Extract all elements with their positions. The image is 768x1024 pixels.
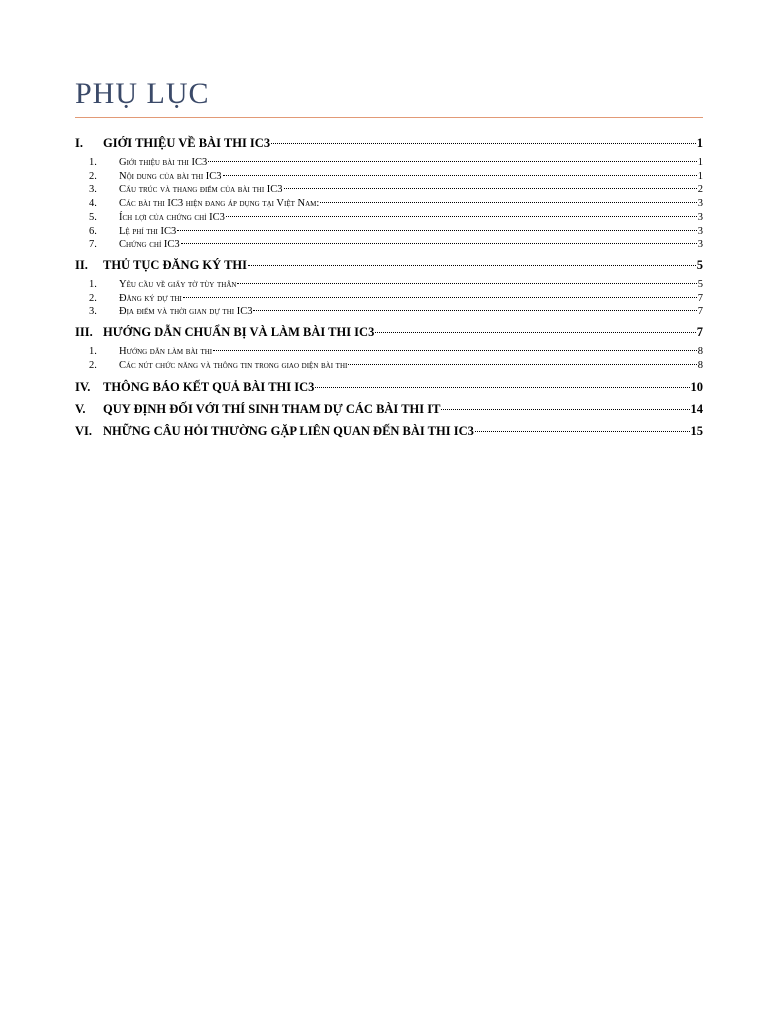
- toc-section-label: NHỮNG CÂU HỎI THƯỜNG GẶP LIÊN QUAN ĐẾN BÀI THI IC3: [103, 424, 474, 438]
- toc-item-label: Các nút chức năng và thông tin trong giao diện bài thi: [119, 360, 348, 371]
- toc-section-3[interactable]: [75, 325, 703, 340]
- toc-item-number: 1.: [89, 279, 97, 290]
- toc-page-number: 5: [696, 258, 703, 272]
- toc-page-number: 3: [697, 212, 703, 223]
- toc-section-4[interactable]: [75, 380, 703, 395]
- toc-item-label: Các bài thi IC3 hiện đang áp dụng tại Việt Nam:: [119, 198, 320, 209]
- dot-leader: [226, 216, 697, 217]
- toc-page-number: 8: [697, 346, 703, 357]
- toc-item-label: Lệ phí thi IC3: [119, 226, 177, 237]
- toc-item-label: Địa điểm và thời gian dự thi IC3: [119, 306, 253, 317]
- dot-leader: [177, 230, 696, 231]
- toc-section-5[interactable]: [75, 402, 703, 417]
- toc-section-label: THỦ TỤC ĐĂNG KÝ THI: [103, 258, 248, 272]
- dot-leader: [183, 297, 697, 298]
- dot-leader: [284, 188, 697, 189]
- toc-item-number: 2.: [89, 171, 97, 182]
- toc-section-number: IV.: [75, 380, 91, 394]
- toc-section-label: QUY ĐỊNH ĐỐI VỚI THÍ SINH THAM DỰ CÁC BÀI THI IT: [103, 402, 441, 416]
- toc-item-1-6[interactable]: [75, 226, 703, 237]
- toc-page-number: 7: [696, 325, 703, 339]
- toc-section-number: II.: [75, 258, 88, 272]
- page-title: PHỤ LỤC: [75, 77, 210, 110]
- title-divider: [75, 117, 703, 118]
- toc-page-number: 3: [697, 226, 703, 237]
- toc-section-number: I.: [75, 136, 83, 150]
- toc-item-number: 2.: [89, 360, 97, 371]
- toc-item-number: 1.: [89, 157, 97, 168]
- toc-page-number: 1: [697, 171, 703, 182]
- toc-page-number: 8: [697, 360, 703, 371]
- toc-item-1-4[interactable]: [75, 198, 703, 209]
- toc-item-label: Đăng ký dự thi: [119, 293, 182, 304]
- toc-page-number: 1: [697, 157, 703, 168]
- dot-leader: [213, 350, 697, 351]
- toc-section-number: V.: [75, 402, 86, 416]
- toc-section-2[interactable]: [75, 258, 703, 273]
- toc-item-label: Yêu cầu về giấy tờ tùy thân: [119, 279, 237, 290]
- dot-leader: [253, 310, 696, 311]
- toc-item-1-2[interactable]: [75, 171, 703, 182]
- toc-page-number: 2: [697, 184, 703, 195]
- toc-item-3-1[interactable]: [75, 346, 703, 357]
- toc-item-number: 3.: [89, 306, 97, 317]
- toc-item-2-1[interactable]: [75, 279, 703, 290]
- dot-leader: [223, 175, 697, 176]
- dot-leader: [208, 161, 696, 162]
- toc-section-6[interactable]: [75, 424, 703, 439]
- toc-item-label: Hướng dẫn làm bài thi: [119, 346, 213, 357]
- toc-item-2-2[interactable]: [75, 293, 703, 304]
- toc-item-number: 6.: [89, 226, 97, 237]
- toc-item-1-7[interactable]: [75, 239, 703, 250]
- toc-item-label: Ích lợi của chứng chỉ IC3: [119, 212, 225, 223]
- toc-page-number: 7: [697, 306, 703, 317]
- toc-item-number: 4.: [89, 198, 97, 209]
- toc-item-number: 3.: [89, 184, 97, 195]
- toc-section-1[interactable]: [75, 136, 703, 151]
- toc-item-2-3[interactable]: [75, 306, 703, 317]
- dot-leader: [348, 364, 696, 365]
- dot-leader: [441, 409, 689, 410]
- dot-leader: [237, 283, 696, 284]
- toc-page-number: 3: [697, 239, 703, 250]
- toc-item-number: 1.: [89, 346, 97, 357]
- dot-leader: [315, 387, 689, 388]
- toc-item-3-2[interactable]: [75, 360, 703, 371]
- toc-section-number: VI.: [75, 424, 93, 438]
- dot-leader: [375, 332, 695, 333]
- toc-page-number: 5: [697, 279, 703, 290]
- toc-item-number: 7.: [89, 239, 97, 250]
- toc-item-number: 2.: [89, 293, 97, 304]
- dot-leader: [320, 202, 696, 203]
- toc-item-label: Chứng chỉ IC3: [119, 239, 180, 250]
- dot-leader: [181, 243, 697, 244]
- toc-section-label: THÔNG BÁO KẾT QUẢ BÀI THI IC3: [103, 380, 315, 394]
- toc-item-label: Cấu trúc và thang điểm của bài thi IC3: [119, 184, 283, 195]
- toc-item-1-3[interactable]: [75, 184, 703, 195]
- toc-item-1-1[interactable]: [75, 157, 703, 168]
- toc-item-number: 5.: [89, 212, 97, 223]
- toc-section-label: GIỚI THIỆU VỀ BÀI THI IC3: [103, 136, 271, 150]
- toc-section-number: III.: [75, 325, 93, 339]
- dot-leader: [248, 265, 696, 266]
- toc-item-1-5[interactable]: [75, 212, 703, 223]
- toc-page-number: 1: [696, 136, 703, 150]
- dot-leader: [475, 431, 690, 432]
- dot-leader: [271, 143, 696, 144]
- toc-page-number: 3: [697, 198, 703, 209]
- toc-section-label: HƯỚNG DẪN CHUẨN BỊ VÀ LÀM BÀI THI IC3: [103, 325, 375, 339]
- toc-item-label: Giới thiệu bài thi IC3: [119, 157, 208, 168]
- toc-page-number: 14: [690, 402, 703, 416]
- toc-page-number: 15: [690, 424, 703, 438]
- toc-page-number: 7: [697, 293, 703, 304]
- toc-page-number: 10: [690, 380, 703, 394]
- toc-item-label: Nội dung của bài thi IC3: [119, 171, 222, 182]
